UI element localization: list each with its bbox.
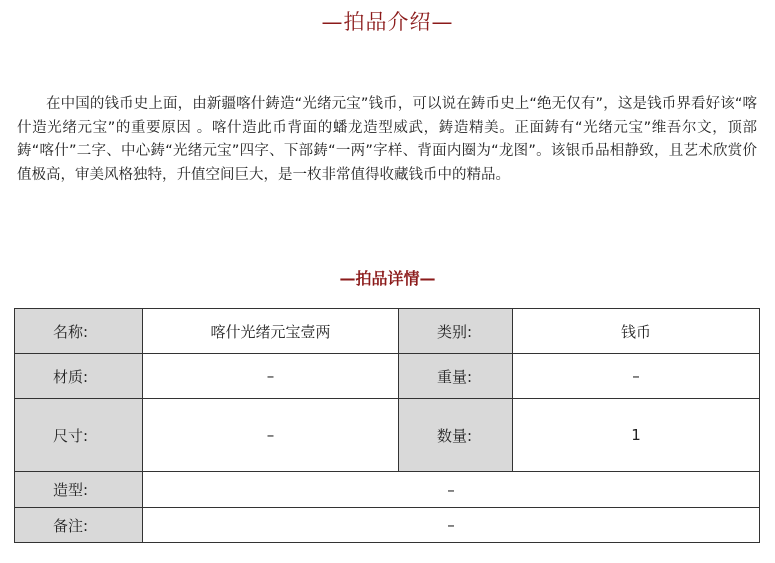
material-value: –: [143, 354, 399, 399]
category-value: 钱币: [513, 309, 760, 354]
details-table: [14, 308, 760, 543]
table-row-remark: [15, 508, 760, 543]
table-row-size-quantity: [15, 399, 760, 472]
table-row-name-category: [15, 309, 760, 354]
material-label: 材质:: [15, 354, 143, 399]
name-value: 喀什光绪元宝壹两: [143, 309, 399, 354]
category-label: 类别:: [399, 309, 513, 354]
details-section-title: —拍品详情—: [339, 269, 436, 288]
table-row-material-weight: [15, 354, 760, 399]
remark-value: –: [143, 508, 760, 543]
size-value: –: [143, 399, 399, 472]
table-row-shape: [15, 472, 760, 508]
quantity-label: 数量:: [399, 399, 513, 472]
shape-value: –: [143, 472, 760, 508]
quantity-value: 1: [513, 399, 760, 472]
remark-label: 备注:: [15, 508, 143, 543]
weight-value: –: [513, 354, 760, 399]
intro-paragraph: 在中国的钱币史上面，由新疆喀什鋳造“光绪元宝”钱币，可以说在鋳币史上“绝无仅有”，这是钱币界看好该“喀什造光绪元宝”的重要原因 。喀什造此币背面的蟠龙造型威武，鋳造精美。正面鋳有“光绪元宝”维吾尔文，顶部鋳“喀什”二字、中心鋳“光绪元宝”四字、下部鋳“一两”字样、背面内圈为“龙图”。该银币品相静致，且艺术欣赏价值极高，审美风格独特，升值空间巨大，是一枚非常值得收藏钱币中的精品。: [17, 96, 757, 183]
shape-label: 造型:: [15, 472, 143, 508]
size-label: 尺寸:: [15, 399, 143, 472]
name-label: 名称:: [15, 309, 143, 354]
weight-label: 重量:: [399, 354, 513, 399]
intro-section-title: —拍品介绍—: [321, 10, 454, 34]
